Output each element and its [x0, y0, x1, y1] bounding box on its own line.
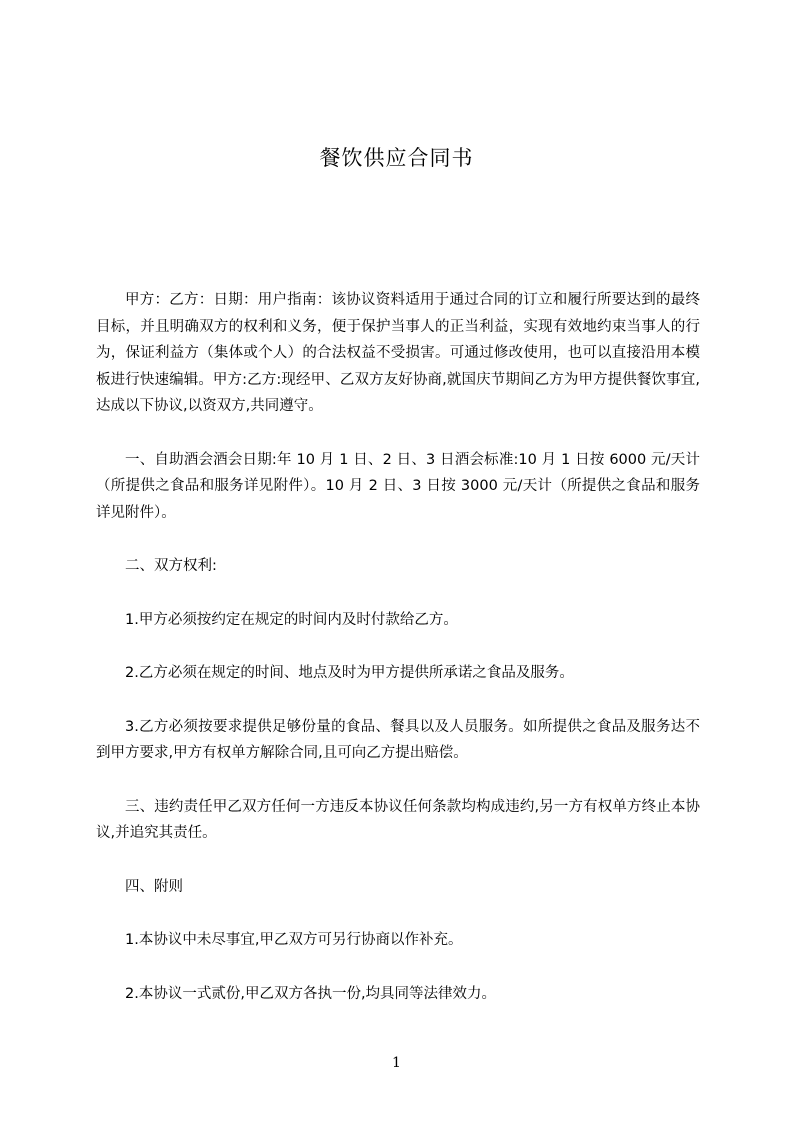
paragraph-section-2-heading: 二、双方权利:	[125, 558, 217, 574]
paragraph-clause-2-1: 1.甲方必须按约定在规定的时间内及时付款给乙方。	[125, 611, 458, 628]
paragraph-section-4-heading: 四、附则	[125, 878, 183, 895]
document-body	[96, 287, 700, 1034]
document-title: 餐饮供应合同书	[319, 146, 474, 170]
paragraph-section-3: 三、违约责任甲乙双方任何一方违反本协议任何条款均构成违约,另一方有权单方终止本协议,并追究其责任。	[96, 798, 700, 841]
paragraph-clause-2-2: 2.乙方必须在规定的时间、地点及时为甲方提供所承诺之食品及服务。	[125, 665, 574, 681]
paragraph-clause-4-1: 1.本协议中未尽事宜,甲乙双方可另行协商以作补充。	[125, 932, 463, 948]
paragraph-intro: 甲方：乙方：日期：用户指南：该协议资料适用于通过合同的订立和履行所要达到的最终目标，并且明确双方的权利和义务，便于保护当事人的正当利益，实现有效地约束当事人的行为，保证利益方（集体或个人）的合法权益不受损害。可通过修改使用，也可以直接沿用本模板进行快速编辑。甲方:乙方:现经甲、乙双方友好协商,就国庆节期间乙方为甲方提供餐饮事宜,达成以下协议,以资双方,共同遵守。	[96, 292, 700, 414]
paragraph-clause-4-2: 2.本协议一式贰份,甲乙双方各执一份,均具同等法律效力。	[125, 985, 497, 1002]
paragraph-section-1: 一、自助酒会酒会日期:年 10 月 1 日、2 日、3 日酒会标准:10 月 1 日按 6000 元/天计（所提供之食品和服务详见附件）。10 月 2 日、3 日按 3000 元/天计（所提供之食品和服务详见附件）。	[96, 451, 700, 521]
page-number: 1	[392, 1055, 401, 1071]
paragraph-clause-2-3: 3.乙方必须按要求提供足够份量的食品、餐具以及人员服务。如所提供之食品及服务达不到甲方要求,甲方有权单方解除合同,且可向乙方提出赔偿。	[96, 718, 700, 761]
